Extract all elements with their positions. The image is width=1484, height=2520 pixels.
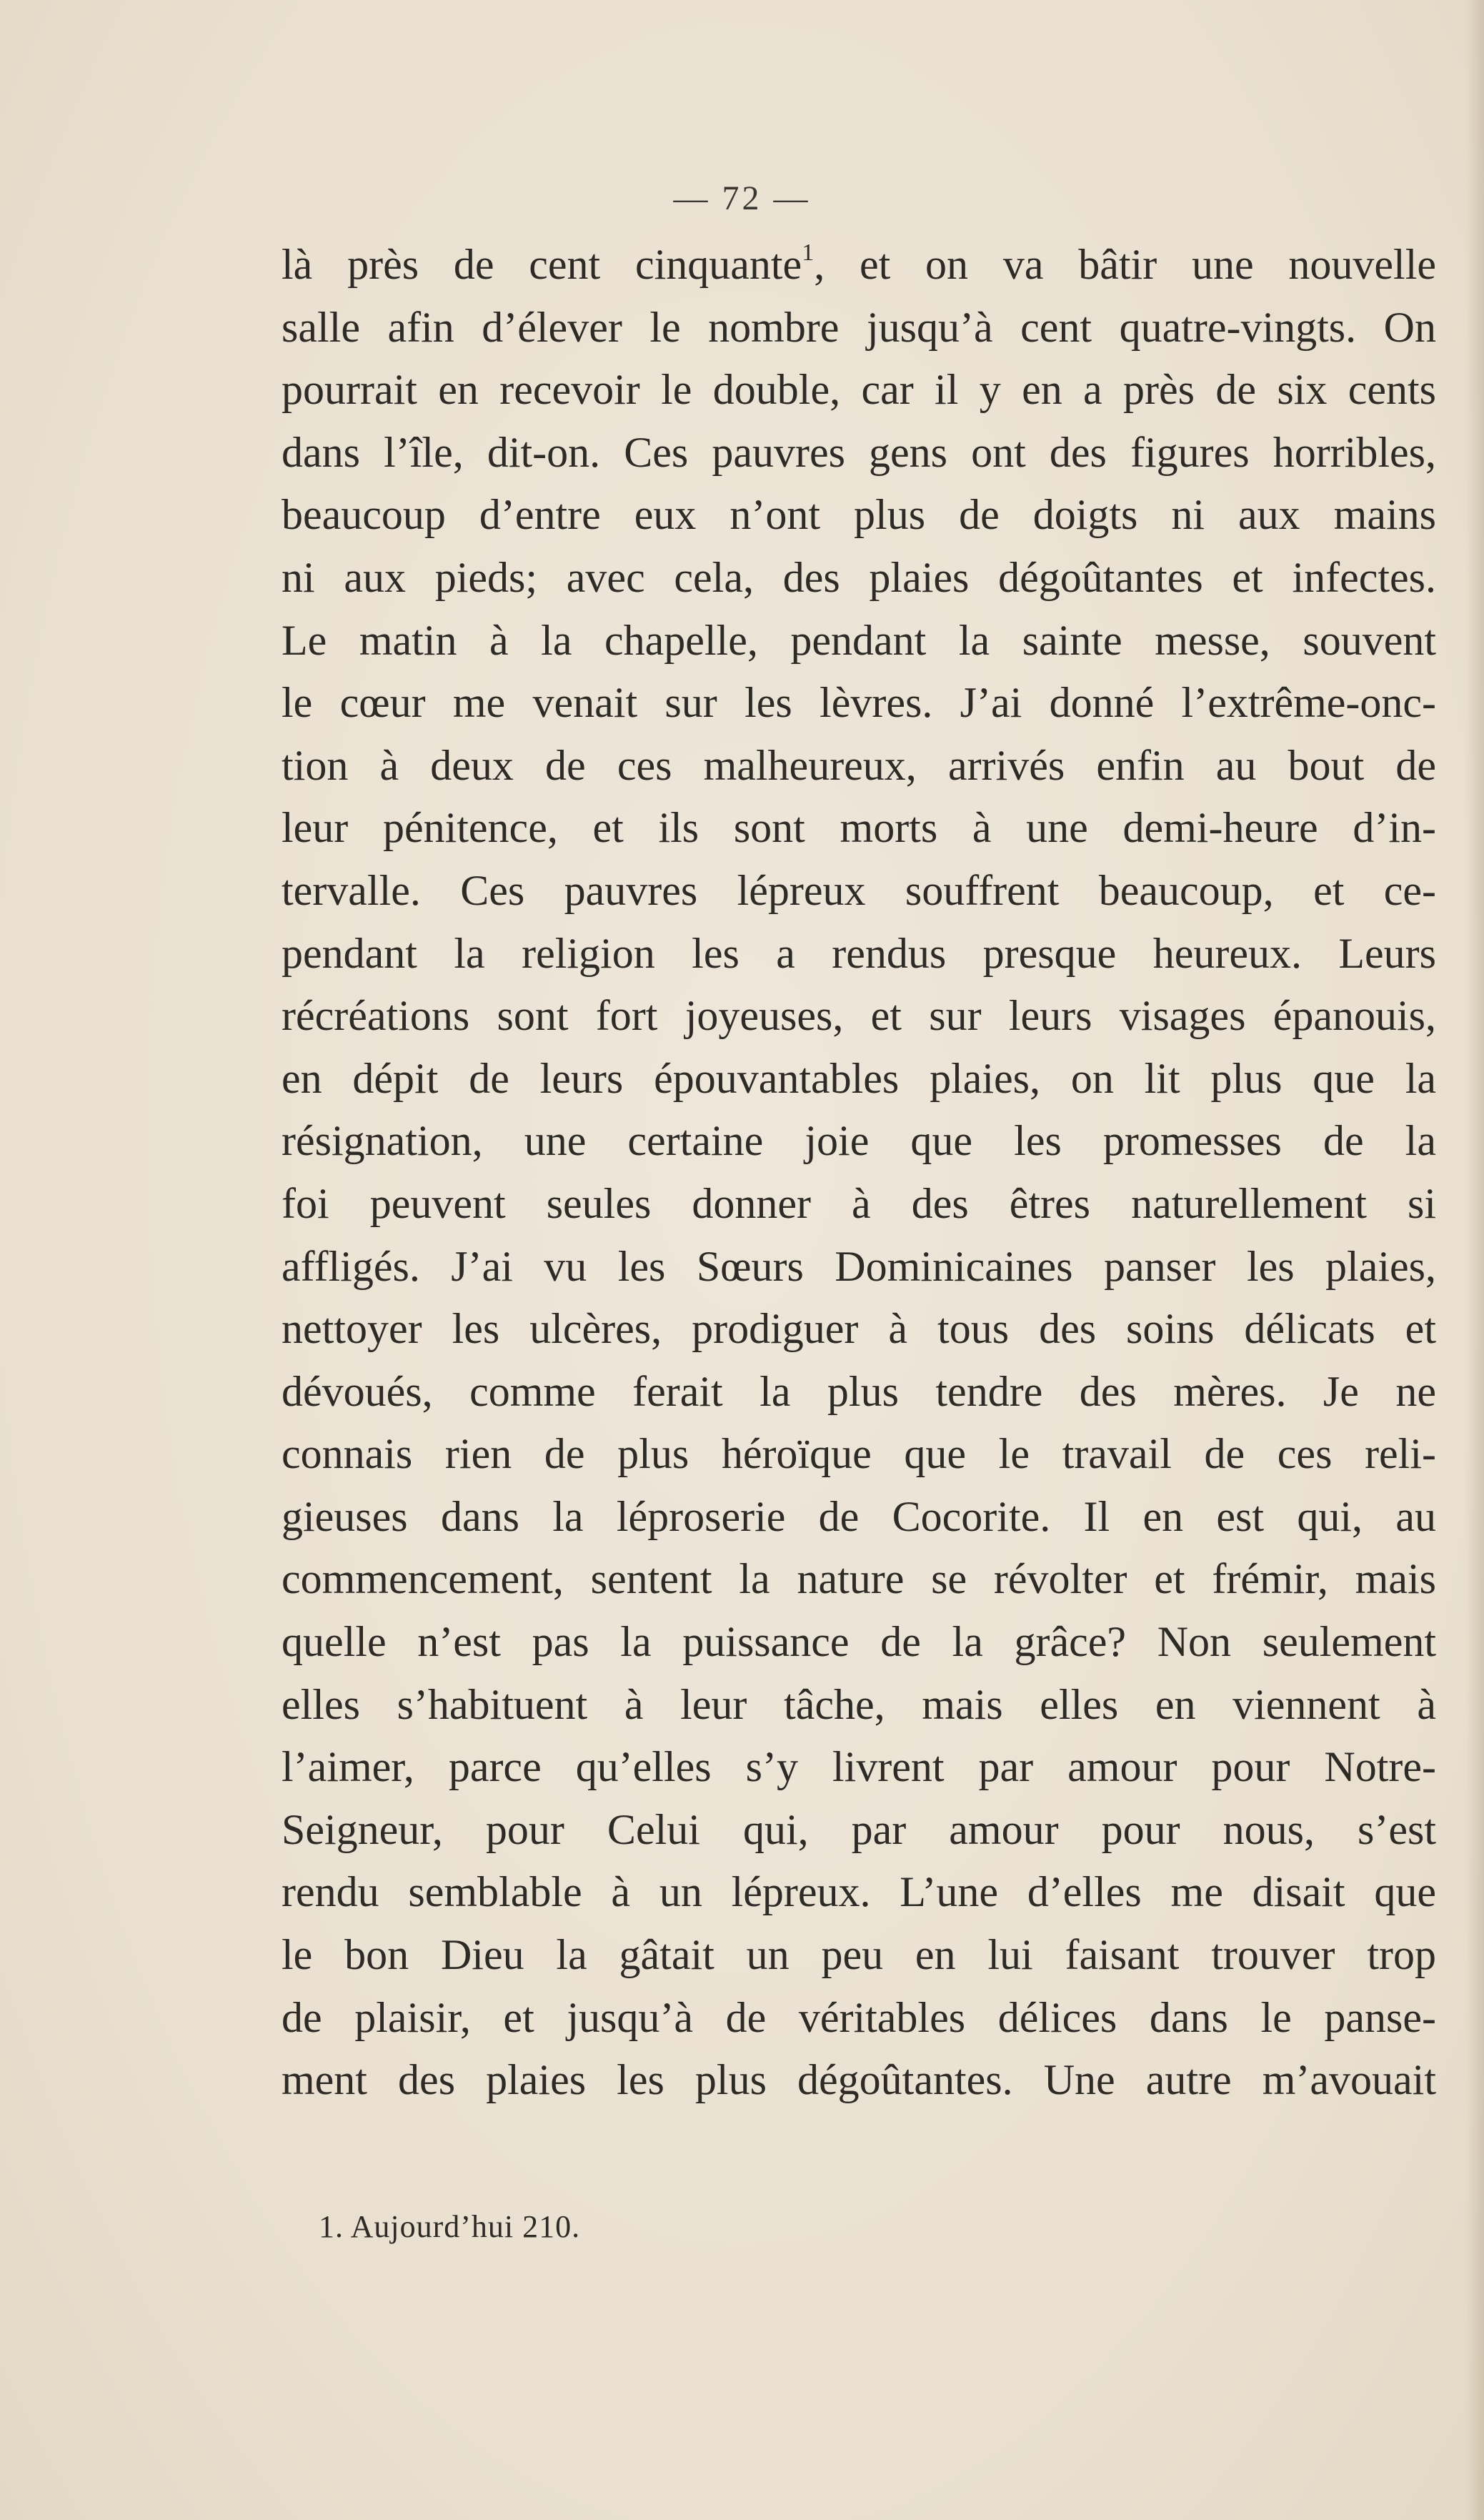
text-line: rendu semblable à un lépreux. L’une d’elles me disait que: [282, 1868, 1436, 1916]
text-line: elles s’habituent à leur tâche, mais elles en viennent à: [282, 1680, 1436, 1728]
page-number: — 72 —: [673, 179, 811, 217]
text-line: connais rien de plus héroïque que le travail de ces reli-: [282, 1430, 1436, 1478]
text-line: commencement, sentent la nature se révolter et frémir, mais: [282, 1555, 1436, 1603]
text-line: ment des plaies les plus dégoûtantes. Une autre m’avouait: [282, 2056, 1436, 2104]
text-line: quelle n’est pas la puissance de la grâce? Non seulement: [282, 1618, 1436, 1666]
text-line: l’aimer, parce qu’elles s’y livrent par amour pour Notre-: [282, 1743, 1436, 1791]
text-line: salle afin d’élever le nombre jusqu’à cent quatre-vingts. On: [282, 303, 1436, 351]
text-line: le bon Dieu la gâtait un peu en lui faisant trouver trop: [282, 1931, 1436, 1979]
text-line: le cœur me venait sur les lèvres. J’ai donné l’extrême-onc-: [282, 679, 1436, 727]
text-line: récréations sont fort joyeuses, et sur leurs visages épanouis,: [282, 992, 1436, 1040]
text-line: foi peuvent seules donner à des êtres naturellement si: [282, 1179, 1436, 1227]
text-line: gieuses dans la léproserie de Cocorite. Il en est qui, au: [282, 1492, 1436, 1540]
text-line: [282, 234, 1436, 297]
text-line-part: là près de cent cinquante: [282, 241, 802, 288]
text-line: nettoyer les ulcères, prodiguer à tous des soins délicats et: [282, 1305, 1436, 1353]
footnote-marker: 1: [802, 239, 815, 266]
text-line: Seigneur, pour Celui qui, par amour pour nous, s’est: [282, 1805, 1436, 1853]
text-line-part: , et on va bâtir une nouvelle: [814, 241, 1436, 288]
page-edge-shadow: [1465, 0, 1484, 2520]
footnote: 1. Aujourd’hui 210.: [319, 2209, 581, 2244]
text-line: de plaisir, et jusqu’à de véritables délices dans le panse-: [282, 1993, 1436, 2041]
text-line: dans l’île, dit-on. Ces pauvres gens ont des figures horribles,: [282, 428, 1436, 476]
text-line: tervalle. Ces pauvres lépreux souffrent beaucoup, et ce-: [282, 866, 1436, 914]
text-line: tion à deux de ces malheureux, arrivés enfin au bout de: [282, 741, 1436, 789]
text-line: en dépit de leurs épouvantables plaies, on lit plus que la: [282, 1054, 1436, 1102]
text-line: résignation, une certaine joie que les promesses de la: [282, 1117, 1436, 1165]
text-line: pourrait en recevoir le double, car il y en a près de six cents: [282, 366, 1436, 414]
text-line: ni aux pieds; avec cela, des plaies dégoûtantes et infectes.: [282, 553, 1436, 601]
text-line: affligés. J’ai vu les Sœurs Dominicaines panser les plaies,: [282, 1242, 1436, 1290]
text-line: beaucoup d’entre eux n’ont plus de doigts ni aux mains: [282, 491, 1436, 539]
text-line: pendant la religion les a rendus presque heureux. Leurs: [282, 929, 1436, 977]
text-line: dévoués, comme ferait la plus tendre des mères. Je ne: [282, 1367, 1436, 1415]
text-line: leur pénitence, et ils sont morts à une demi-heure d’in-: [282, 804, 1436, 852]
body-text: [282, 234, 1436, 2112]
text-line: Le matin à la chapelle, pendant la sainte messe, souvent: [282, 616, 1436, 664]
